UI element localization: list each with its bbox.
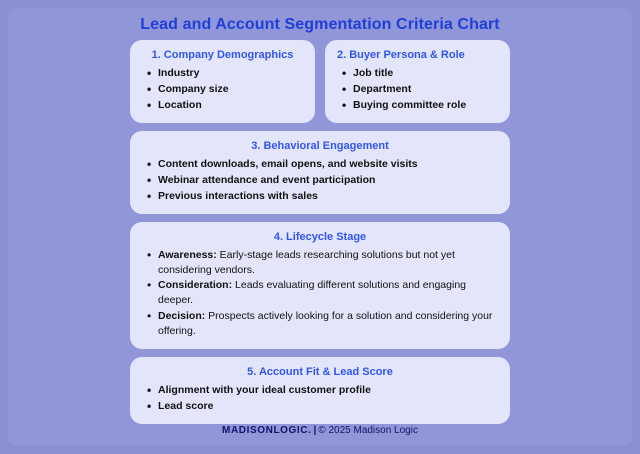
list-item [158, 309, 498, 339]
list-item-lead: Company size [158, 82, 229, 95]
card-list [142, 383, 498, 414]
card-list [142, 66, 303, 113]
list-item [158, 66, 303, 81]
copyright-text: © 2025 Madison Logic [318, 425, 418, 436]
card-title: 2. Buyer Persona & Role [337, 49, 465, 61]
list-item [158, 383, 498, 398]
list-item-lead: Location [158, 98, 202, 111]
list-item-lead: Decision: [158, 310, 206, 323]
list-item-lead: Job title [353, 67, 394, 80]
list-item [158, 98, 303, 113]
list-item-lead: Lead score [158, 400, 214, 413]
list-item [353, 98, 498, 113]
cards-row-2 [130, 131, 510, 214]
list-item [158, 82, 303, 97]
card-list [142, 157, 498, 204]
card-list [142, 248, 498, 339]
list-item-lead: Industry [158, 67, 200, 80]
list-item [158, 157, 498, 172]
cards-row-1 [130, 40, 510, 123]
list-item [158, 173, 498, 188]
list-item-lead: Previous interactions with sales [158, 189, 318, 202]
card-title: 4. Lifecycle Stage [273, 230, 367, 243]
list-item-rest: Early-stage leads researching solutions but not yet considering vendors. [158, 248, 455, 276]
infographic-canvas [8, 8, 632, 446]
list-item-lead: Buying committee role [353, 98, 467, 111]
cards-row-3 [130, 222, 510, 350]
list-item [353, 66, 498, 81]
card-behavioral-engagement [130, 131, 510, 214]
cards-row-4 [130, 357, 510, 424]
list-item [158, 248, 498, 278]
list-item-lead: Consideration: [158, 279, 233, 292]
card-title: 5. Account Fit & Lead Score [247, 366, 393, 379]
card-company-demographics [130, 40, 315, 123]
card-list [337, 66, 498, 113]
list-item-lead: Webinar attendance and event participation [158, 173, 376, 186]
card-title: 3. Behavioral Engagement [251, 139, 389, 152]
list-item-lead: Department [353, 82, 412, 95]
card-account-fit-lead-score [130, 357, 510, 424]
list-item [158, 189, 498, 204]
list-item-rest: Prospects actively looking for a solution and considering your offering. [158, 310, 493, 338]
footer [8, 425, 632, 436]
list-item-rest: Leads evaluating different solutions and engaging deeper. [158, 279, 466, 307]
brand-logo: MADISONLOGIC. [222, 425, 312, 436]
card-lifecycle-stage [130, 222, 510, 350]
list-item [158, 278, 498, 308]
page-title: Lead and Account Segmentation Criteria Chart [140, 16, 500, 33]
footer-separator: | [313, 425, 317, 436]
list-item-lead: Content downloads, email opens, and website visits [158, 157, 418, 170]
list-item-lead: Alignment with your ideal customer profile [158, 384, 371, 397]
list-item-lead: Awareness: [158, 248, 217, 261]
card-title: 1. Company Demographics [151, 49, 294, 61]
list-item [353, 82, 498, 97]
card-buyer-persona-role [325, 40, 510, 123]
list-item [158, 399, 498, 414]
cards-container [8, 34, 632, 424]
